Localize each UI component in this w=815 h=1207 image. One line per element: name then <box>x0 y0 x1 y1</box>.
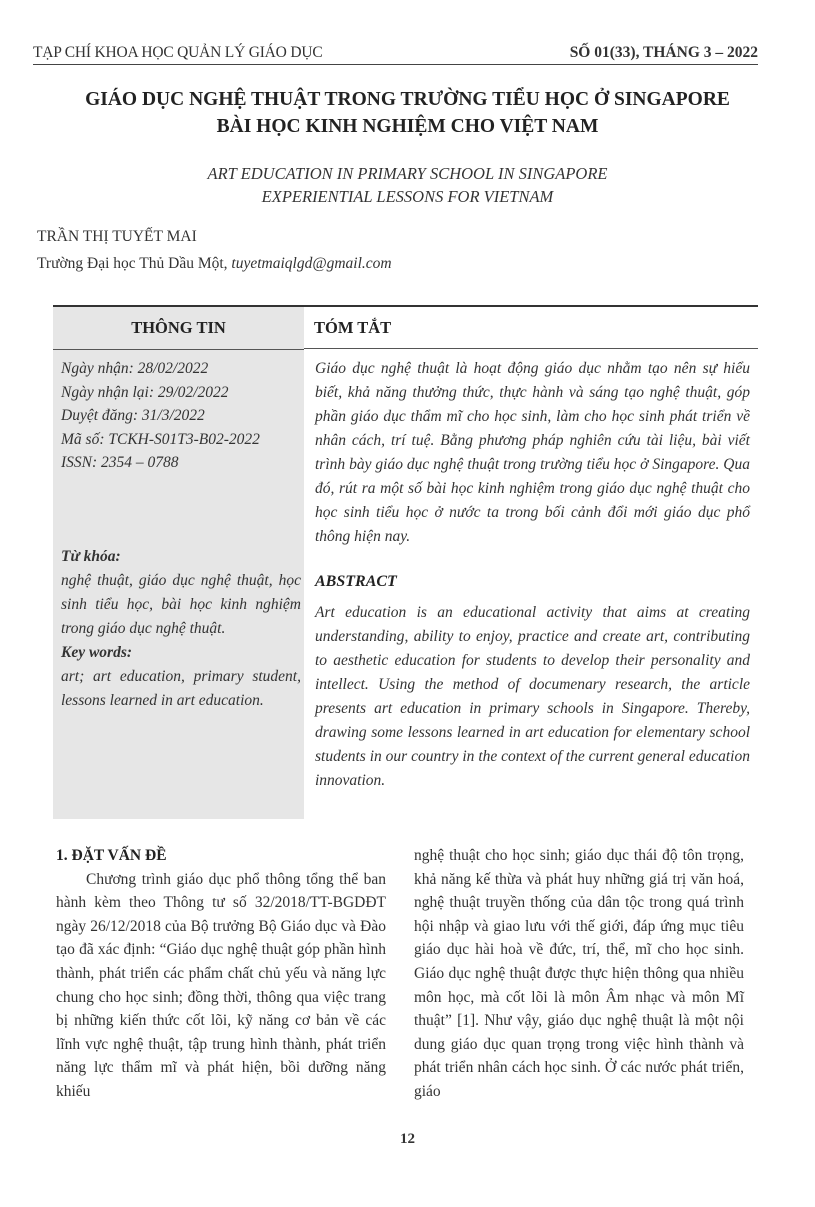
meta-issn: ISSN: 2354 – 0788 <box>61 454 179 471</box>
body-column-left <box>56 844 386 1104</box>
running-header <box>33 40 758 65</box>
keywords-vi-label: Từ khóa: <box>61 548 121 565</box>
keywords-en: art; art education, primary student, lessons learned in art education. <box>61 668 301 709</box>
info-column-header: THÔNG TIN <box>53 307 304 350</box>
author-affiliation <box>37 255 392 273</box>
meta-revised-date: Ngày nhận lại: 29/02/2022 <box>61 383 229 401</box>
abstract-english-heading: ABSTRACT <box>315 573 397 590</box>
keywords-block <box>61 545 301 713</box>
author-name: TRẦN THỊ TUYẾT MAI <box>37 228 197 245</box>
keywords-en-label: Key words: <box>61 644 133 661</box>
issue-number: SỐ 01(33), THÁNG 3 – 2022 <box>569 44 758 61</box>
title-en-line-2: EXPERIENTIAL LESSONS FOR VIETNAM <box>261 187 554 206</box>
title-vi-line-1: GIÁO DỤC NGHỆ THUẬT TRONG TRƯỜNG TIỂU HỌC Ở SINGAPORE <box>85 89 730 110</box>
article-info-table <box>53 305 758 819</box>
page-number: 12 <box>400 1131 415 1147</box>
body-paragraph: Chương trình giáo dục phổ thông tổng thể ban hành kèm theo Thông tư số 32/2018/TT-BGDĐT ngày 26/12/2018 của Bộ trưởng Bộ Giáo dục và Đào tạo đã xác định: “Giáo dục nghệ thuật góp phần hình thành, phát triển các phẩm chất chủ yếu và năng lực chung cho học sinh; đồng thời, thông qua việc trang bị những kiến thức cốt lõi, kỹ năng cơ bản về các lĩnh vực nghệ thuật, tập trung hình thành, phát triển năng lực thẩm mĩ và phát hiện, bồi dưỡng năng khiếu <box>56 870 386 1100</box>
author-email[interactable]: tuyetmaiqlgd@gmail.com <box>231 255 392 272</box>
abstract-column-header: TÓM TẮT <box>304 307 758 349</box>
article-title-english <box>0 162 815 208</box>
body-column-right <box>414 844 744 1104</box>
meta-received-date: Ngày nhận: 28/02/2022 <box>61 360 209 377</box>
title-en-line-1: ART EDUCATION IN PRIMARY SCHOOL IN SINGAPORE <box>207 164 608 183</box>
meta-article-code: Mã số: TCKH-S01T3-B02-2022 <box>61 430 260 448</box>
abstract-english: Art education is an educational activity that aims at creating understanding, ability to enjoy, practice and create art, contributing to aesthetic education for students to develop their personality and intellect. Using the method of documenary research, the article presents art education in primary schools in Singapore. Thereby, drawing some lessons learned in art education for elementary school students in our country in the context of the current general education innovation. <box>315 604 750 789</box>
title-vi-line-2: BÀI HỌC KINH NGHIỆM CHO VIỆT NAM <box>216 116 599 137</box>
journal-name: TẠP CHÍ KHOA HỌC QUẢN LÝ GIÁO DỤC <box>33 44 323 61</box>
article-title-vietnamese <box>0 86 815 140</box>
abstract-vietnamese: Giáo dục nghệ thuật là hoạt động giáo dục nhằm tạo nên sự hiểu biết, khả năng thưởng thức, thực hành và sáng tạo nghệ thuật, góp phần giáo dục thẩm mĩ cho học sinh, làm cho học sinh phát triển về nhân cách, trí tuệ. Bằng phương pháp nghiên cứu tài liệu, bài viết trình bày giáo dục nghệ thuật trong trường tiểu học ở Singapore. Qua đó, rút ra một số bài học kinh nghiệm trong giáo dục nghệ thuật cho học sinh tiểu học ở nước ta trong bối cảnh đổi mới giáo dục phổ thông hiện nay. <box>315 360 750 545</box>
section-heading: 1. ĐẶT VẤN ĐỀ <box>56 847 167 864</box>
article-meta-list <box>61 357 301 475</box>
meta-accepted-date: Duyệt đăng: 31/3/2022 <box>61 407 205 424</box>
keywords-vi: nghệ thuật, giáo dục nghệ thuật, học sinh tiểu học, bài học kinh nghiệm trong giáo dục nghệ thuật. <box>61 572 301 637</box>
affiliation-text: Trường Đại học Thủ Dầu Một, <box>37 255 232 272</box>
body-paragraph-continued: nghệ thuật cho học sinh; giáo dục thái độ tôn trọng, khả năng kế thừa và phát huy những giá trị văn hoá, nghệ thuật truyền thống của dân tộc trong quá trình hội nhập và giao lưu với thế giới, đáp ứng mục tiêu giáo dục hài hoà về đức, trí, thể, mĩ cho học sinh. Giáo dục nghệ thuật được thực hiện thông qua nhiều môn học, mà cốt lõi là môn Âm nhạc và môn Mĩ thuật” [1]. Như vậy, giáo dục nghệ thuật là một nội dung giáo dục quan trọng trong việc hình thành và phát triển nhân cách học sinh. Ở các nước phát triển, giáo <box>414 847 744 1100</box>
